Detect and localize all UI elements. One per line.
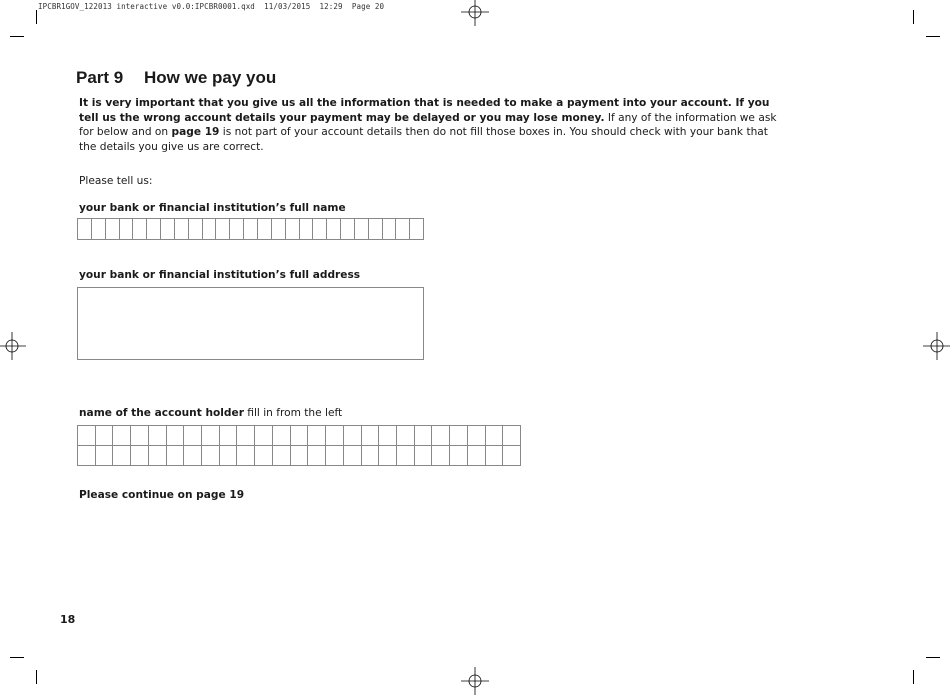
part-number: Part 9 [76, 68, 124, 87]
character-box[interactable] [149, 446, 167, 465]
crop-mark [926, 36, 940, 37]
page-title [76, 68, 276, 88]
continue-note: Please continue on page 19 [79, 489, 245, 501]
character-box[interactable] [120, 219, 134, 239]
character-box[interactable] [92, 219, 106, 239]
part-title: How we pay you [144, 68, 277, 87]
character-box[interactable] [355, 219, 369, 239]
character-box[interactable] [313, 219, 327, 239]
character-box[interactable] [237, 426, 255, 445]
character-box[interactable] [362, 426, 380, 445]
crop-mark [913, 670, 914, 684]
registration-mark-icon [461, 667, 489, 695]
character-box[interactable] [255, 446, 273, 465]
character-box[interactable] [147, 219, 161, 239]
character-box[interactable] [327, 219, 341, 239]
character-box[interactable] [133, 219, 147, 239]
character-box[interactable] [362, 446, 380, 465]
character-box[interactable] [344, 426, 362, 445]
character-box[interactable] [202, 426, 220, 445]
character-box[interactable] [220, 426, 238, 445]
character-box[interactable] [230, 219, 244, 239]
bank-address-label: your bank or financial institution’s full address [79, 269, 361, 281]
crop-mark [36, 670, 37, 684]
character-box[interactable] [113, 446, 131, 465]
character-box[interactable] [379, 426, 397, 445]
character-box[interactable] [202, 446, 220, 465]
character-box[interactable] [379, 446, 397, 465]
character-box[interactable] [184, 446, 202, 465]
print-slug: IPCBR1GOV_122013 interactive v0.0:IPCBR0001.qxd 11/03/2015 12:29 Page 20 [38, 2, 385, 11]
crop-mark [10, 36, 24, 37]
account-holder-field-row-2[interactable] [77, 445, 521, 466]
character-box[interactable] [326, 446, 344, 465]
bank-name-field[interactable] [77, 218, 424, 240]
account-holder-label-text: name of the account holder [79, 407, 244, 419]
crop-mark [10, 657, 24, 658]
character-box[interactable] [106, 219, 120, 239]
character-box[interactable] [503, 426, 521, 445]
character-box[interactable] [503, 446, 521, 465]
registration-mark-icon [461, 0, 489, 26]
character-box[interactable] [78, 426, 96, 445]
bank-name-label: your bank or financial institution’s full name [79, 202, 346, 214]
registration-mark-icon [923, 332, 950, 360]
intro-page-ref: page 19 [171, 126, 220, 139]
character-box[interactable] [344, 446, 362, 465]
character-box[interactable] [450, 426, 468, 445]
character-box[interactable] [244, 219, 258, 239]
character-box[interactable] [167, 426, 185, 445]
character-box[interactable] [341, 219, 355, 239]
character-box[interactable] [326, 426, 344, 445]
character-box[interactable] [308, 446, 326, 465]
character-box[interactable] [300, 219, 314, 239]
intro-warning: It is very important that you give us all the information that is needed to make a payment into your account. If you tell us the wrong account details your payment may be delayed or you may lose money. [79, 97, 770, 124]
character-box[interactable] [291, 446, 309, 465]
character-box[interactable] [286, 219, 300, 239]
account-holder-label [79, 407, 342, 419]
character-box[interactable] [96, 446, 114, 465]
character-box[interactable] [432, 446, 450, 465]
character-box[interactable] [272, 219, 286, 239]
account-holder-hint: fill in from the left [243, 407, 343, 419]
character-box[interactable] [369, 219, 383, 239]
character-box[interactable] [189, 219, 203, 239]
intro-text: is not part of your account details then do not fill those boxes in. You should check with your bank that the details you give us are correct. [79, 126, 768, 153]
character-box[interactable] [450, 446, 468, 465]
character-box[interactable] [468, 426, 486, 445]
character-box[interactable] [184, 426, 202, 445]
character-box[interactable] [291, 426, 309, 445]
character-box[interactable] [396, 219, 410, 239]
character-box[interactable] [96, 426, 114, 445]
character-box[interactable] [432, 426, 450, 445]
character-box[interactable] [237, 446, 255, 465]
character-box[interactable] [410, 219, 424, 239]
crop-mark [36, 10, 37, 24]
character-box[interactable] [486, 446, 504, 465]
character-box[interactable] [397, 446, 415, 465]
character-box[interactable] [397, 426, 415, 445]
character-box[interactable] [383, 219, 397, 239]
character-box[interactable] [273, 426, 291, 445]
character-box[interactable] [255, 426, 273, 445]
character-box[interactable] [415, 446, 433, 465]
character-box[interactable] [131, 426, 149, 445]
character-box[interactable] [113, 426, 131, 445]
character-box[interactable] [220, 446, 238, 465]
character-box[interactable] [216, 219, 230, 239]
character-box[interactable] [258, 219, 272, 239]
character-box[interactable] [131, 446, 149, 465]
page-number: 18 [60, 613, 76, 626]
registration-mark-icon [0, 332, 26, 360]
bank-address-field[interactable] [77, 287, 424, 360]
character-box[interactable] [161, 219, 175, 239]
character-box[interactable] [273, 446, 291, 465]
character-box[interactable] [308, 426, 326, 445]
please-tell-text: Please tell us: [79, 175, 153, 187]
character-box[interactable] [415, 426, 433, 445]
character-box[interactable] [175, 219, 189, 239]
character-box[interactable] [167, 446, 185, 465]
character-box[interactable] [203, 219, 217, 239]
character-box[interactable] [149, 426, 167, 445]
character-box[interactable] [468, 446, 486, 465]
character-box[interactable] [78, 219, 92, 239]
account-holder-field-row-1[interactable] [77, 425, 521, 446]
character-box[interactable] [78, 446, 96, 465]
crop-mark [913, 10, 914, 24]
intro-text: If any of the information we ask for below and on [79, 111, 777, 139]
intro-paragraph [79, 96, 779, 154]
crop-mark [926, 657, 940, 658]
character-box[interactable] [486, 426, 504, 445]
